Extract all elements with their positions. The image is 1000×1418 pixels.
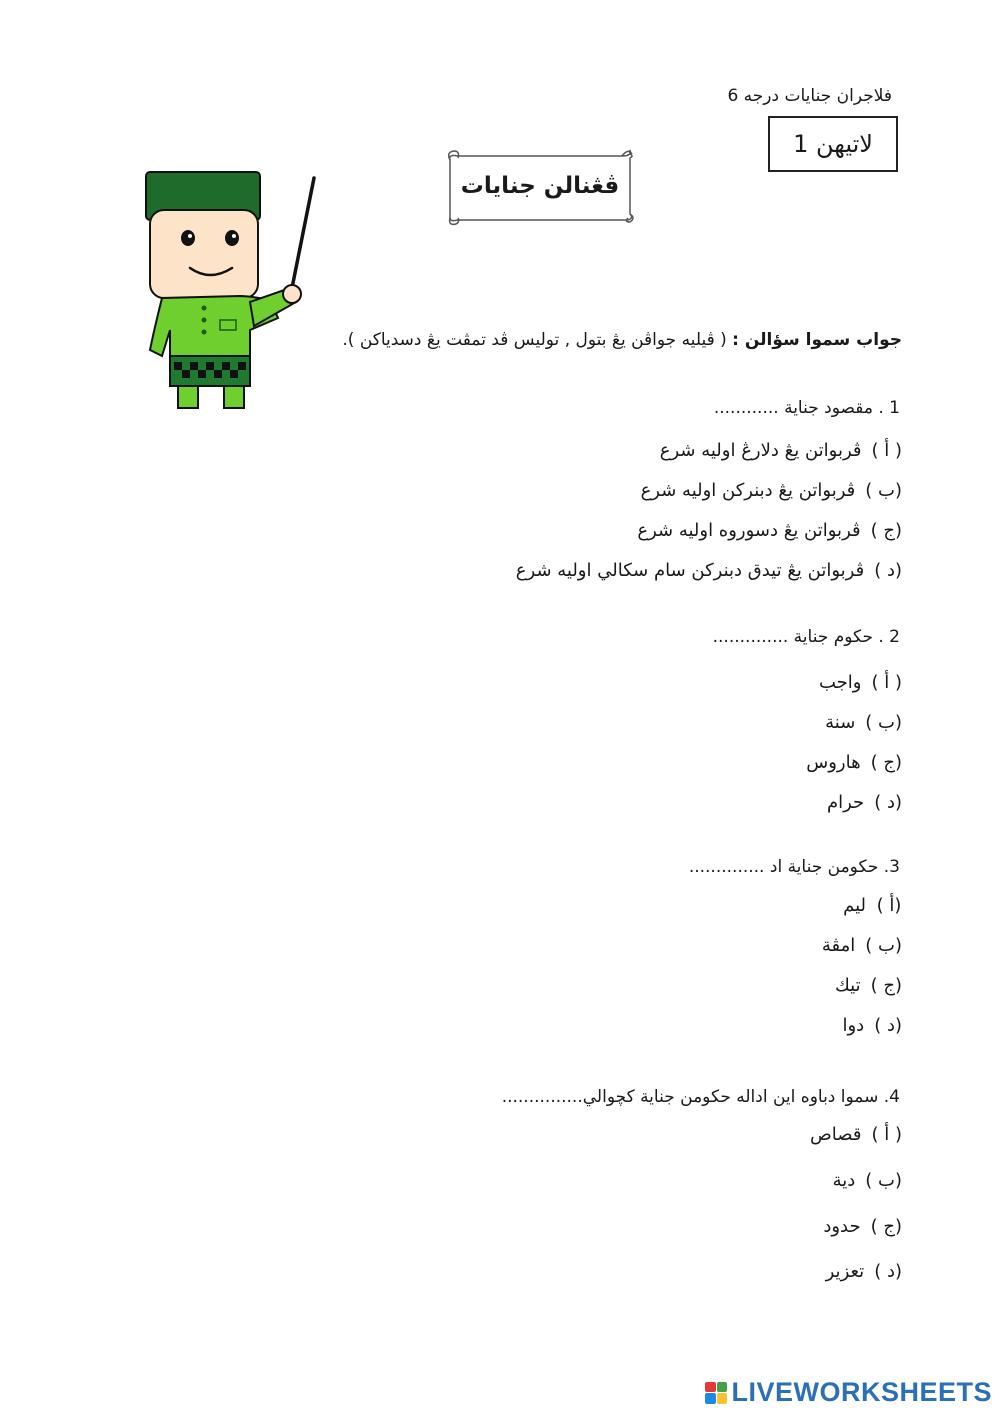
option-row[interactable] <box>660 440 902 461</box>
option-letter: (أ ) <box>876 895 902 916</box>
option-letter: ( أ ) <box>871 1124 902 1145</box>
option-text: تيك <box>834 975 861 996</box>
liveworksheets-brand[interactable] <box>705 1377 992 1408</box>
option-letter: (د ) <box>874 792 902 813</box>
option-letter: (ب ) <box>865 712 902 733</box>
option-row[interactable] <box>806 752 902 773</box>
option-row[interactable] <box>810 1124 902 1145</box>
brand-text: LIVEWORKSHEETS <box>731 1377 992 1407</box>
option-text: سنة <box>825 712 856 733</box>
instruction-text <box>342 330 902 350</box>
option-row[interactable] <box>825 712 902 733</box>
option-text: دوا <box>842 1015 865 1036</box>
exercise-label: لاتيهن 1 <box>768 116 898 172</box>
option-letter: (د ) <box>874 1261 902 1282</box>
option-text: تعزير <box>825 1261 865 1282</box>
option-row[interactable] <box>842 1015 902 1036</box>
option-row[interactable] <box>833 1170 902 1191</box>
option-row[interactable] <box>826 1261 902 1282</box>
option-row[interactable] <box>819 672 902 693</box>
banner-title: ڤڠنالن جنايات <box>460 173 620 199</box>
instruction-bold: جواب سموا سؤالن : <box>732 330 902 350</box>
option-text: ڤربواتن يڠ دبنركن اوليه شرع <box>640 480 856 501</box>
option-text: ڤربواتن يڠ تيدق دبنركن سام سكالي اوليه شرع <box>515 560 865 581</box>
option-letter: ( أ ) <box>871 672 902 693</box>
instruction-rest: ( ڤيليه جواڤن يڠ بتول , توليس ڤد تمڤت يڠ دسدياكن ). <box>342 330 733 350</box>
option-letter: (ج ) <box>870 1216 902 1237</box>
option-text: ليم <box>843 895 866 916</box>
option-letter: ( أ ) <box>871 440 902 461</box>
option-row[interactable] <box>822 935 902 956</box>
option-letter: (ب ) <box>865 935 902 956</box>
option-row[interactable] <box>843 895 902 916</box>
option-text: دية <box>832 1170 856 1191</box>
option-text: حدود <box>823 1216 861 1237</box>
option-letter: (ب ) <box>865 480 902 501</box>
option-letter: (ج ) <box>870 520 902 541</box>
question-stem: 2 . حكوم جناية .............. <box>712 627 900 647</box>
option-text: واجب <box>819 672 862 693</box>
question-stem: 4. سموا دباوه اين اداله حكومن جناية كچوالي............... <box>501 1087 900 1107</box>
option-letter: (ج ) <box>870 975 902 996</box>
subject-title: فلاجران جنايات درجه 6 <box>727 86 892 106</box>
option-letter: (ب ) <box>865 1170 902 1191</box>
option-row[interactable] <box>637 520 902 541</box>
question-stem: 1 . مقصود جناية ............ <box>713 398 900 418</box>
option-row[interactable] <box>823 1216 902 1237</box>
option-row[interactable] <box>827 792 902 813</box>
question-stem: 3. حكومن جناية اد .............. <box>688 857 900 877</box>
option-row[interactable] <box>516 560 902 581</box>
option-text: قصاص <box>810 1124 862 1145</box>
option-row[interactable] <box>641 480 902 501</box>
option-row[interactable] <box>835 975 902 996</box>
teacher-illustration <box>140 170 340 415</box>
option-letter: (ج ) <box>870 752 902 773</box>
option-letter: (د ) <box>874 560 902 581</box>
option-letter: (د ) <box>874 1015 902 1036</box>
liveworksheets-logo-icon <box>705 1382 727 1404</box>
option-text: هاروس <box>806 752 861 773</box>
option-text: ڤربواتن يڠ دلارڠ اوليه شرع <box>659 440 862 461</box>
title-banner <box>446 148 634 226</box>
option-text: حرام <box>826 792 865 813</box>
option-text: امڤة <box>821 935 856 956</box>
option-text: ڤربواتن يڠ دسوروه اوليه شرع <box>637 520 861 541</box>
